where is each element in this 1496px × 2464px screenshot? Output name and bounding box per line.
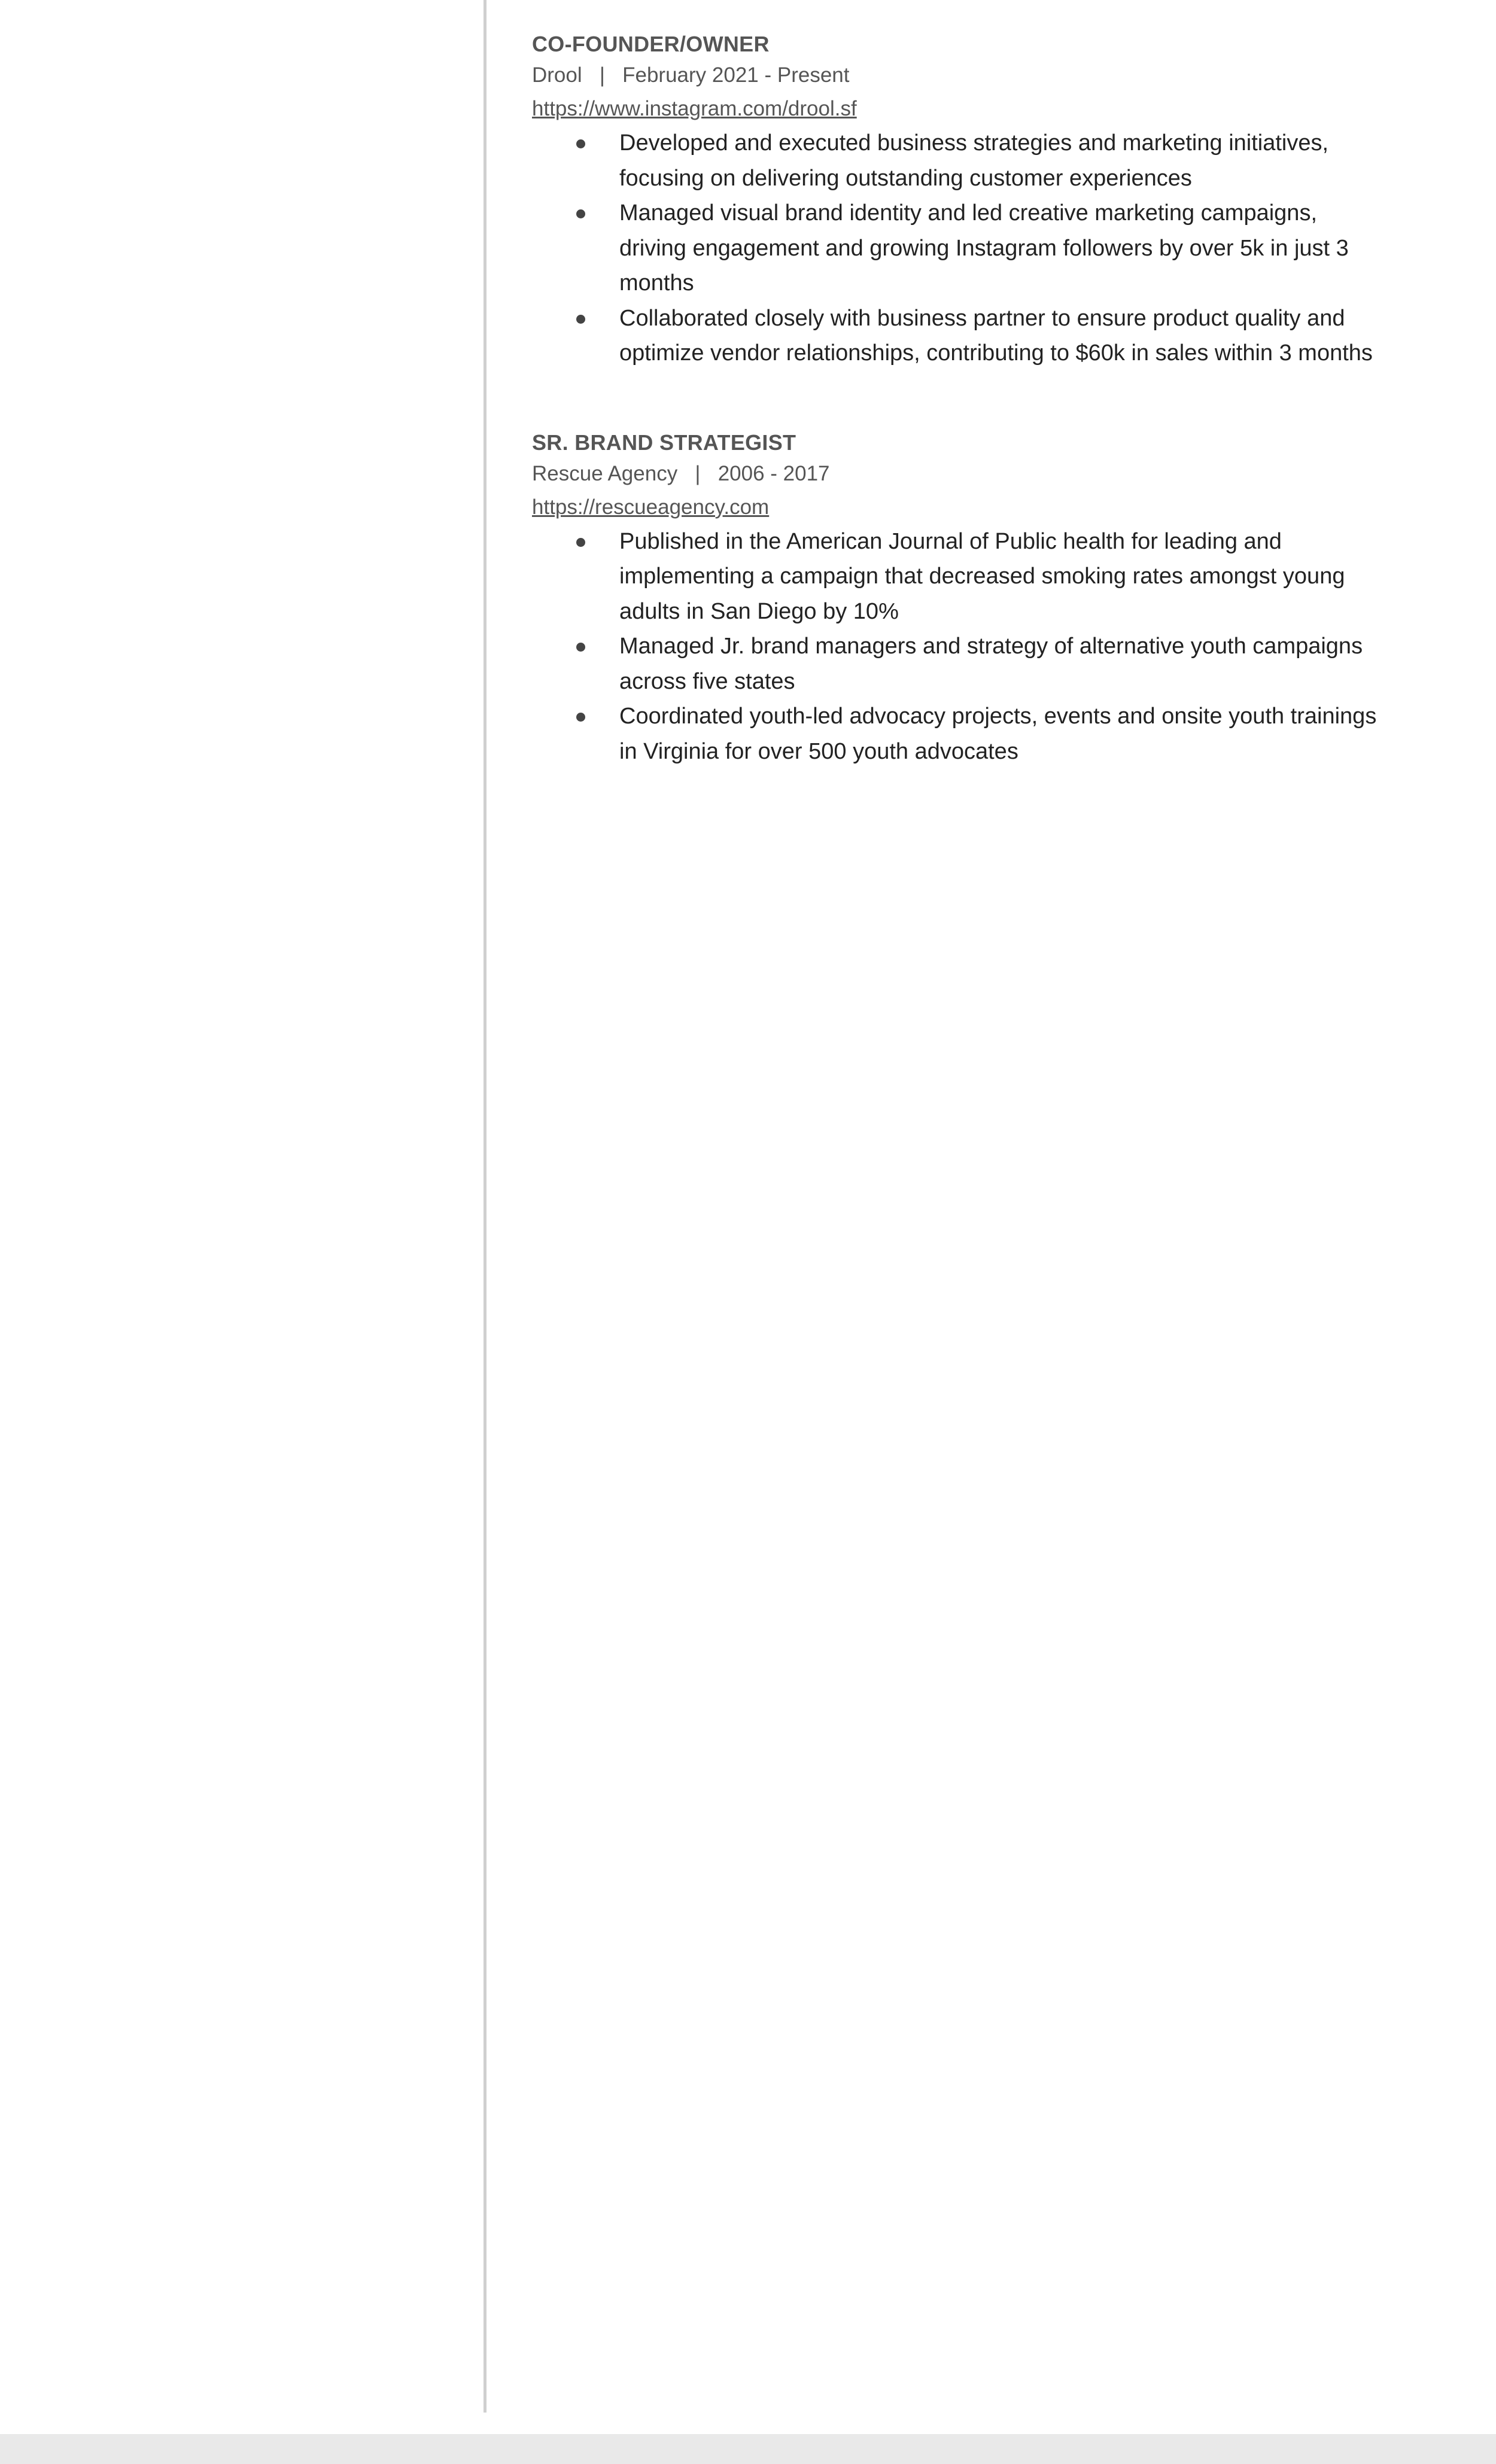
- job-meta: [532, 59, 1382, 92]
- bullet-text: Published in the American Journal of Public health for leading and implementing a campaign that decreased smoking rates amongst young adults in San Diego by 10%: [619, 528, 1345, 624]
- experience-section: [532, 30, 1382, 769]
- company-link[interactable]: https://rescueagency.com: [532, 495, 770, 519]
- bullet-text: Managed Jr. brand managers and strategy of alternative youth campaigns across five states: [619, 634, 1363, 694]
- company-name: Rescue Agency: [532, 461, 678, 485]
- company-name: Drool: [532, 63, 582, 87]
- job-meta: [532, 457, 1382, 491]
- column-divider: [484, 0, 486, 2413]
- bullet-icon: [576, 643, 585, 652]
- list-item: [532, 524, 1382, 629]
- bullet-icon: [576, 315, 585, 324]
- page-bottom-margin: [0, 2434, 1496, 2464]
- achievement-list: [532, 524, 1382, 769]
- bullet-text: Managed visual brand identity and led creative marketing campaigns, driving engagement and growing Instagram followers by over 5k in just 3 months: [619, 200, 1349, 296]
- company-link[interactable]: https://www.instagram.com/drool.sf: [532, 97, 857, 120]
- meta-separator: |: [695, 461, 701, 485]
- list-item: [532, 196, 1382, 301]
- job-dates: February 2021 - Present: [622, 63, 850, 87]
- list-item: [532, 301, 1382, 371]
- job-title: CO-FOUNDER/OWNER: [532, 32, 770, 56]
- job-entry: [532, 428, 1382, 769]
- achievement-list: [532, 126, 1382, 371]
- job-title: SR. BRAND STRATEGIST: [532, 430, 796, 455]
- list-item: [532, 629, 1382, 699]
- meta-separator: |: [599, 63, 605, 87]
- job-dates: 2006 - 2017: [717, 461, 830, 485]
- bullet-icon: [576, 139, 585, 148]
- bullet-icon: [576, 713, 585, 722]
- bullet-text: Collaborated closely with business partner to ensure product quality and optimize vendor relationships, contributing to $60k in sales within 3 months: [619, 305, 1373, 366]
- bullet-icon: [576, 538, 585, 547]
- bullet-text: Coordinated youth-led advocacy projects, events and onsite youth trainings in Virginia for over 500 youth advocates: [619, 704, 1377, 764]
- list-item: [532, 699, 1382, 769]
- job-entry: [532, 30, 1382, 371]
- list-item: [532, 126, 1382, 196]
- bullet-text: Developed and executed business strategies and marketing initiatives, focusing on delivering outstanding customer experiences: [619, 130, 1329, 191]
- bullet-icon: [576, 209, 585, 218]
